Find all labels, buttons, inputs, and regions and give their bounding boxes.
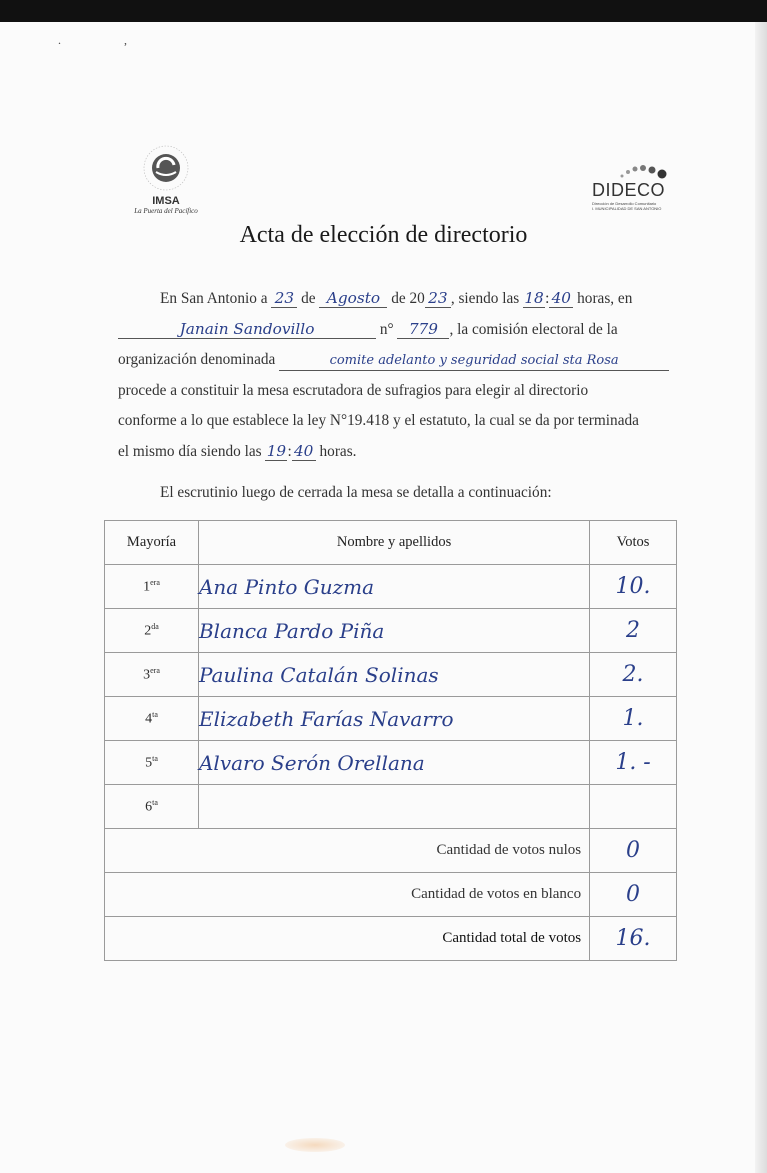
ordinal-suffix: era [150, 665, 160, 675]
scan-top-edge [0, 0, 767, 22]
imsa-logo-text: IMSA [152, 195, 180, 207]
header-name: Nombre y apellidos [198, 521, 589, 565]
table-header-row [105, 521, 677, 565]
dideco-logo [592, 160, 692, 211]
blank-votes-row [105, 873, 677, 917]
ordinal-number: 1 [143, 579, 151, 595]
row-ordinal [105, 785, 199, 829]
scan-right-edge [755, 22, 767, 1173]
null-votes-label: Cantidad de votos nulos [105, 829, 590, 873]
end-hour-field: 19 [266, 441, 287, 460]
imsa-emblem-icon [136, 142, 196, 192]
page-title: Acta de elección de directorio [239, 222, 528, 248]
paragraph-line-5: conforme a lo que establece la ley N°19.418 y el estatuto, la cual se da por terminada [118, 412, 639, 429]
ordinal-number: 5 [145, 755, 153, 771]
null-votes-row [105, 829, 677, 873]
ordinal-number: 6 [145, 799, 153, 815]
paragraph-line-4: procede a constituir la mesa escrutadora de sufragios para elegir al directorio [118, 381, 589, 399]
candidate-name: Paulina Catalán Solinas [198, 653, 589, 697]
candidate-votes: 1. [590, 697, 677, 741]
candidate-votes: 2 [590, 609, 677, 653]
text-segment: : [287, 442, 292, 460]
paragraph-line-2 [118, 315, 670, 346]
paragraph-line-1 [118, 284, 670, 315]
text-segment: horas, en [577, 290, 633, 307]
month-field: Agosto [319, 289, 387, 308]
row-ordinal [105, 609, 199, 653]
text-segment: organización denominada [118, 351, 276, 368]
text-segment: En San Antonio a [160, 290, 268, 307]
table-row [105, 653, 677, 697]
text-segment: horas. [319, 442, 357, 460]
text-segment: el mismo día siendo las [118, 442, 262, 460]
organization-name-field: comite adelanto y seguridad social sta Rosa [279, 352, 669, 371]
dideco-dots-icon [614, 160, 674, 180]
table-row [105, 565, 677, 609]
row-ordinal [105, 653, 199, 697]
results-table [104, 520, 677, 961]
text-segment: de [301, 290, 316, 307]
dideco-logo-text: DIDECO [592, 180, 666, 200]
blank-votes-label: Cantidad de votos en blanco [105, 873, 590, 917]
start-minute-field: 40 [549, 289, 573, 308]
table-row [105, 609, 677, 653]
ordinal-number: 2 [144, 623, 152, 639]
scan-specks: . , [58, 33, 157, 47]
row-ordinal [105, 697, 199, 741]
candidate-name: Blanca Pardo Piña [198, 609, 589, 653]
street-number-field: 779 [397, 320, 449, 339]
candidate-name: Ana Pinto Guzma [198, 565, 589, 609]
imsa-tagline: La Puerta del Pacífico [134, 207, 198, 215]
candidate-votes: 1. - [590, 741, 677, 785]
end-minute-field: 40 [292, 442, 316, 461]
candidate-votes: 10. [590, 565, 677, 609]
dideco-subtitle-2: I. MUNICIPALIDAD DE SAN ANTONIO [592, 206, 662, 211]
candidate-votes: 2. [590, 653, 677, 697]
table-row [105, 741, 677, 785]
header-votes: Votos [590, 521, 677, 565]
null-votes-value: 0 [590, 829, 677, 873]
text-segment: : [545, 290, 550, 307]
ordinal-suffix: ta [152, 797, 158, 807]
candidate-name: Elizabeth Farías Navarro [198, 697, 589, 741]
row-ordinal [105, 741, 199, 785]
act-paragraph [118, 284, 670, 467]
ordinal-suffix: era [150, 577, 160, 587]
row-ordinal [105, 565, 199, 609]
ordinal-suffix: ta [152, 753, 158, 763]
start-hour-field: 18 [524, 289, 544, 307]
ordinal-suffix: da [151, 621, 159, 631]
text-segment: , siendo las [450, 290, 520, 307]
candidate-name: Alvaro Serón Orellana [198, 741, 589, 785]
table-row [105, 697, 677, 741]
ordinal-number: 4 [145, 711, 153, 727]
candidate-name [198, 785, 589, 829]
ordinal-number: 3 [143, 667, 151, 683]
total-votes-label: Cantidad total de votos [105, 917, 590, 961]
day-field: 23 [271, 289, 297, 308]
scrutiny-intro: El escrutinio luego de cerrada la mesa se detalla a continuación: [160, 484, 552, 501]
dideco-subtitle-1: Dirección de Desarrollo Comunitario [592, 201, 657, 206]
ordinal-suffix: ta [152, 709, 158, 719]
paragraph-line-6 [118, 437, 670, 468]
imsa-logo [116, 142, 216, 222]
paper-smudge [285, 1138, 345, 1152]
year-field: 23 [425, 289, 451, 308]
paragraph-line-3 [118, 345, 670, 376]
blank-votes-value: 0 [590, 873, 677, 917]
text-segment: de 20 [391, 290, 425, 307]
total-votes-row [105, 917, 677, 961]
total-votes-value: 16. [590, 917, 677, 961]
street-field: Janain Sandovillo [118, 320, 376, 339]
text-segment: , la comisión electoral de la [449, 320, 618, 338]
text-segment: n° [379, 320, 394, 338]
table-row [105, 785, 677, 829]
header-majority: Mayoría [105, 521, 199, 565]
candidate-votes [590, 785, 677, 829]
